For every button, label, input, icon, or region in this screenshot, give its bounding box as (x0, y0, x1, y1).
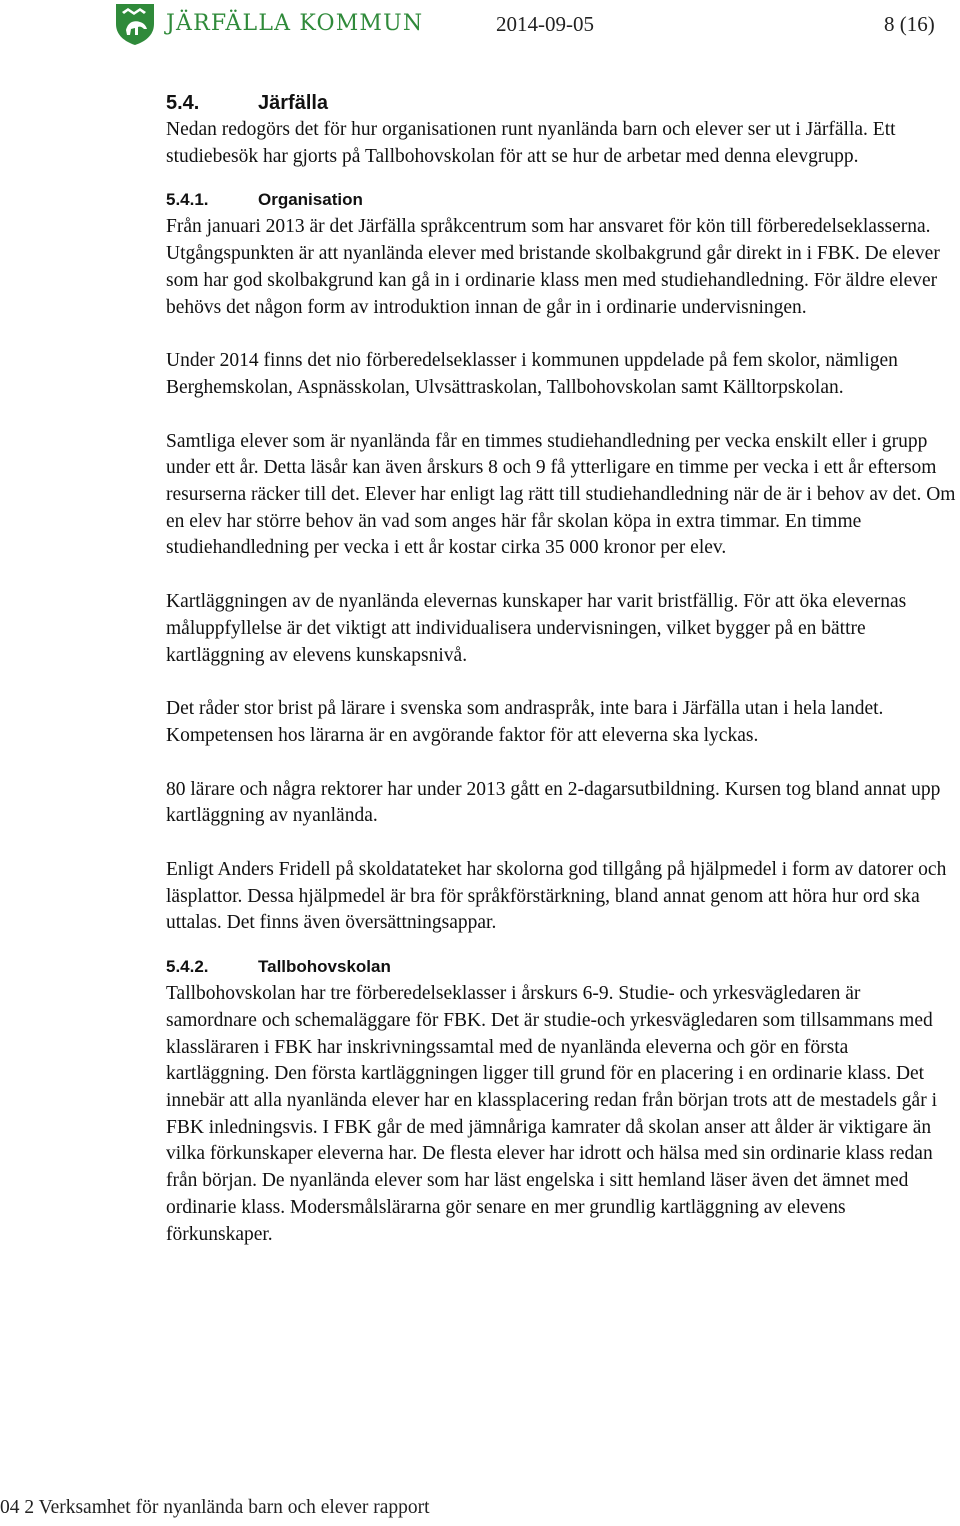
section-intro: Nedan redogörs det för hur organisationen runt nyanlända barn och elever ser ut i Järfälla. Ett studiebesök har gjorts på Tallbohovskolan för att se hur de arbetar med denna elevgrupp. (166, 119, 896, 167)
subsection-title: Organisation (258, 190, 363, 210)
section-number: 5.4. (166, 92, 200, 114)
paragraph: Tallbohovskolan har tre förberedelseklasser i årskurs 6-9. Studie- och yrkesvägledaren är samordnare och schemaläggare för FBK. Det är studie-och yrkesvägledaren som tillsammans med klassläraren i FBK har inskrivningssamtal med de nyanlända eleverna och gör en första kartläggning. Den första kartläggningen ligger till grund för en placering i en ordinarie klass. Det innebär att alla nyanlända elever har en klassplacering redan från början trots att de mestadels går i FBK inledningsvis. I FBK går de med jämnåriga kamrater då skolan anser att ålder är viktigare än vilka förkunskaper eleverna har. De flesta elever har idrott och hälsa med sin ordinarie klass redan från början. De nyanlända elever som har läst engelska i sitt hemland läser även det ämnet med ordinarie klass. Modersmålslärarna gör senare en mer grundlig kartläggning av elevens förkunskaper. (166, 983, 938, 1245)
paragraph: Enligt Anders Fridell på skoldatateket har skolorna god tillgång på hjälpmedel i form av datorer och läsplattor. Dessa hjälpmedel är bra för språkförstärkning, bland annat genom att höra hur ord ska uttalas. Det finns även översättningsappar. (166, 859, 947, 934)
document-body (166, 89, 956, 1248)
paragraph: Från januari 2013 är det Järfälla språkcentrum som har ansvaret för kön till förberedelseklasserna. Utgångspunkten är att nyanlända elever med bristande skolbakgrund går direkt in i FBK. De elever som har god skolbakgrund kan gå in i ordinarie klass men med studiehandledning. För äldre elever behövs det någon form av introduktion innan de går in i ordinarie undervisningen. (166, 216, 940, 318)
section-heading (166, 89, 956, 117)
document-date: 2014-09-05 (496, 12, 594, 36)
subsection-heading (166, 953, 956, 981)
municipal-coat-of-arms-icon (114, 2, 156, 46)
page-header (114, 2, 944, 48)
section-title: Järfälla (258, 92, 329, 114)
subsection-heading (166, 186, 956, 214)
paragraph: Under 2014 finns det nio förberedelseklasser i kommunen uppdelade på fem skolor, nämligen Berghemskolan, Aspnässkolan, Ulvsättraskolan, Tallbohovskolan samt Källtorpskolan. (166, 350, 898, 398)
page-number: 8 (16) (884, 12, 935, 36)
paragraph: Det råder stor brist på lärare i svenska som andraspråk, inte bara i Järfälla utan i hela landet. Kompetensen hos lärarna är en avgörande faktor för att eleverna ska lyckas. (166, 698, 884, 746)
paragraph: Samtliga elever som är nyanlända får en timmes studiehandledning per vecka enskilt eller i grupp under ett år. Detta läsår kan även årskurs 8 och 9 få ytterligare en timme per vecka i ett år eftersom resurserna räcker till det. Elever har enligt lag rätt till studiehandledning när de är i behov av det. Om en elev har större behov än vad som anges här får skolan köpa in extra timmar. En timme studiehandledning per vecka i ett år kostar cirka 35 000 kronor per elev. (166, 430, 956, 559)
paragraph: Kartläggningen av de nyanlända elevernas kunskaper har varit bristfällig. För att öka elevernas måluppfyllelse är det viktigt att individualisera undervisningen, vilket bygger på en bättre kartläggning av elevens kunskapsnivå. (166, 591, 907, 666)
paragraph: 80 lärare och några rektorer har under 2013 gått en 2-dagarsutbildning. Kursen tog bland annat upp kartläggning av nyanlända. (166, 778, 941, 827)
organization-name: JÄRFÄLLA KOMMUN (166, 11, 424, 36)
page-footer: 04 2 Verksamhet för nyanlända barn och elever rapport (0, 1497, 430, 1518)
subsection-number: 5.4.1. (166, 190, 209, 210)
subsection-title: Tallbohovskolan (258, 957, 391, 977)
subsection-number: 5.4.2. (166, 957, 209, 977)
